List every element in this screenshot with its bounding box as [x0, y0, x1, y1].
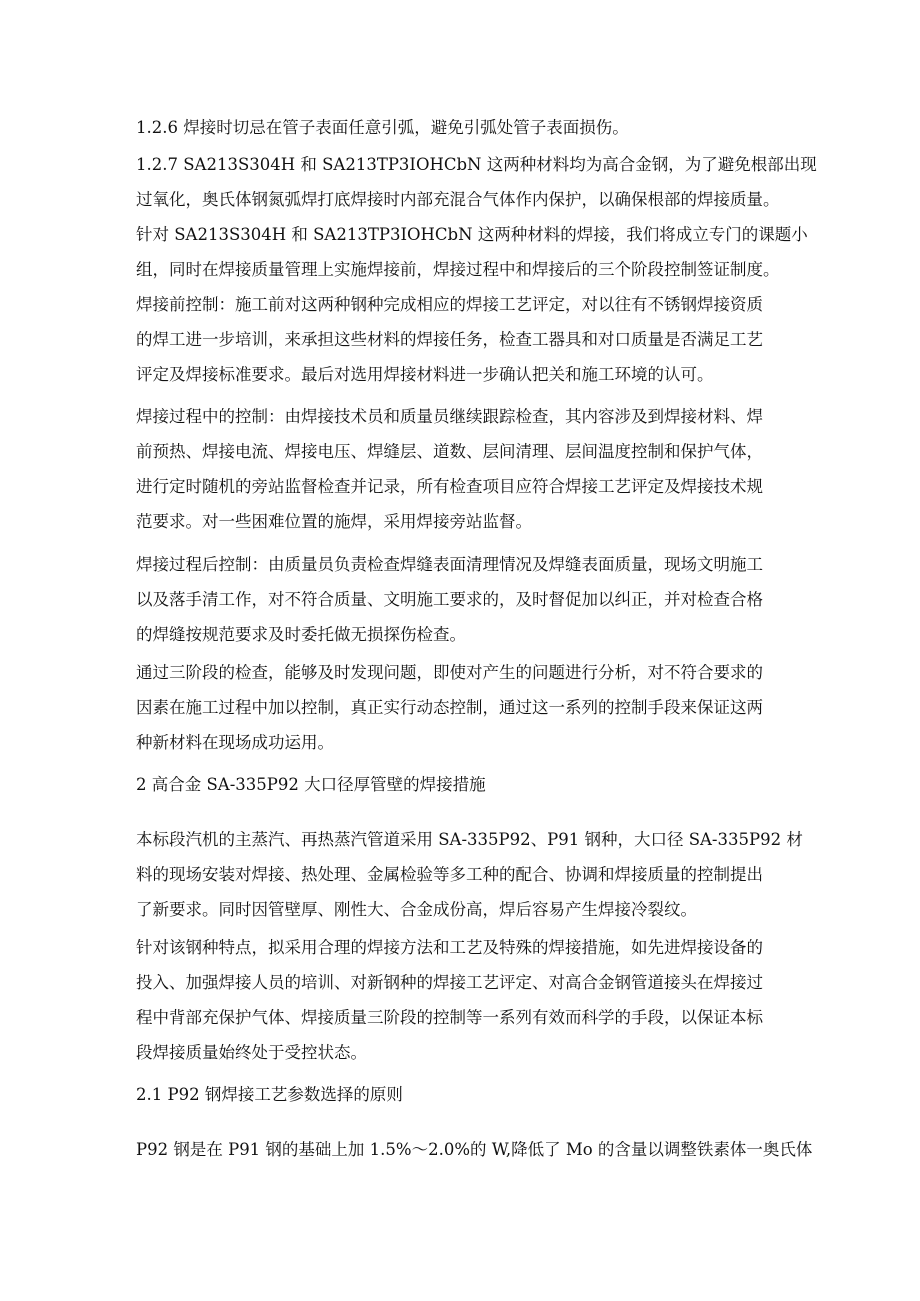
text-line: 范要求。对一些困难位置的施焊，采用焊接旁站监督。 [136, 512, 532, 531]
text-line: 了新要求。同时因管壁厚、刚性大、合金成份高，焊后容易产生焊接冷裂纹。 [136, 900, 697, 919]
text-line: 因素在施工过程中加以控制，真正实行动态控制，通过这一系列的控制手段来保证这两 [136, 698, 763, 717]
text-line: 焊接过程中的控制：由焊接技术员和质量员继续跟踪检查，其内容涉及到焊接材料、焊 [136, 407, 763, 426]
text-line: 焊接过程后控制：由质量员负责检查焊缝表面清理情况及焊缝表面质量，现场文明施工 [136, 555, 763, 574]
text-line: 的焊缝按规范要求及时委托做无损探伤检查。 [136, 625, 466, 644]
text-line: 针对该钢种特点，拟采用合理的焊接方法和工艺及特殊的焊接措施，如先进焊接设备的 [136, 938, 763, 957]
text-line: 的焊工进一步培训，来承担这些材料的焊接任务，检查工器具和对口质量是否满足工艺 [136, 330, 763, 349]
section-heading-2-1: 2.1 P92 钢焊接工艺参数选择的原则 [136, 1085, 403, 1104]
text-line: 本标段汽机的主蒸汽、再热蒸汽管道采用 SA-335P92、P91 钢种，大口径 SA-335P92 材 [136, 830, 803, 849]
paragraph-2-1: P92 钢是在 P91 钢的基础上加 1.5%～2.0%的 W,降低了 Mo 的含量以调整铁素体一奥氏体 [136, 1140, 813, 1159]
text-line: 过氧化，奥氏体钢氮弧焊打底焊接时内部充混合气体作内保护，以确保根部的焊接质量。 [136, 190, 780, 209]
text-line: 程中背部充保护气体、焊接质量三阶段的控制等一系列有效而科学的手段，以保证本标 [136, 1008, 763, 1027]
text-line: 种新材料在现场成功运用。 [136, 733, 334, 752]
text-line: 针对 SA213S304H 和 SA213TP3IOHCbN 这两种材料的焊接，我们将成立专门的课题小 [136, 225, 808, 244]
text-line: 组，同时在焊接质量管理上实施焊接前，焊接过程中和焊接后的三个阶段控制签证制度。 [136, 260, 780, 279]
text-line: 以及落手清工作，对不符合质量、文明施工要求的，及时督促加以纠正，并对检查合格 [136, 590, 763, 609]
text-line: 段焊接质量始终处于受控状态。 [136, 1043, 367, 1062]
text-line: 焊接前控制：施工前对这两种钢种完成相应的焊接工艺评定，对以往有不锈钢焊接资质 [136, 295, 763, 314]
text-line: 1.2.7 SA213S304H 和 SA213TP3IOHCbN 这两种材料均为高合金钢，为了避免根部出现 [136, 155, 817, 174]
text-line: 前预热、焊接电流、焊接电压、焊缝层、道数、层间清理、层间温度控制和保护气体， [136, 442, 763, 461]
text-line: 评定及焊接标准要求。最后对选用焊接材料进一步确认把关和施工环境的认可。 [136, 365, 714, 384]
paragraph-1-2-6: 1.2.6 焊接时切忌在管子表面任意引弧，避免引弧处管子表面损伤。 [136, 118, 629, 137]
text-line: 通过三阶段的检查，能够及时发现问题，即使对产生的问题进行分析，对不符合要求的 [136, 663, 763, 682]
text-line: 进行定时随机的旁站监督检查并记录，所有检查项目应符合焊接工艺评定及焊接技术规 [136, 477, 763, 496]
section-heading-2: 2 高合金 SA-335P92 大口径厚管壁的焊接措施 [136, 775, 486, 794]
text-line: 投入、加强焊接人员的培训、对新钢种的焊接工艺评定、对高合金钢管道接头在焊接过 [136, 973, 763, 992]
text-line: 料的现场安装对焊接、热处理、金属检验等多工种的配合、协调和焊接质量的控制提出 [136, 865, 763, 884]
